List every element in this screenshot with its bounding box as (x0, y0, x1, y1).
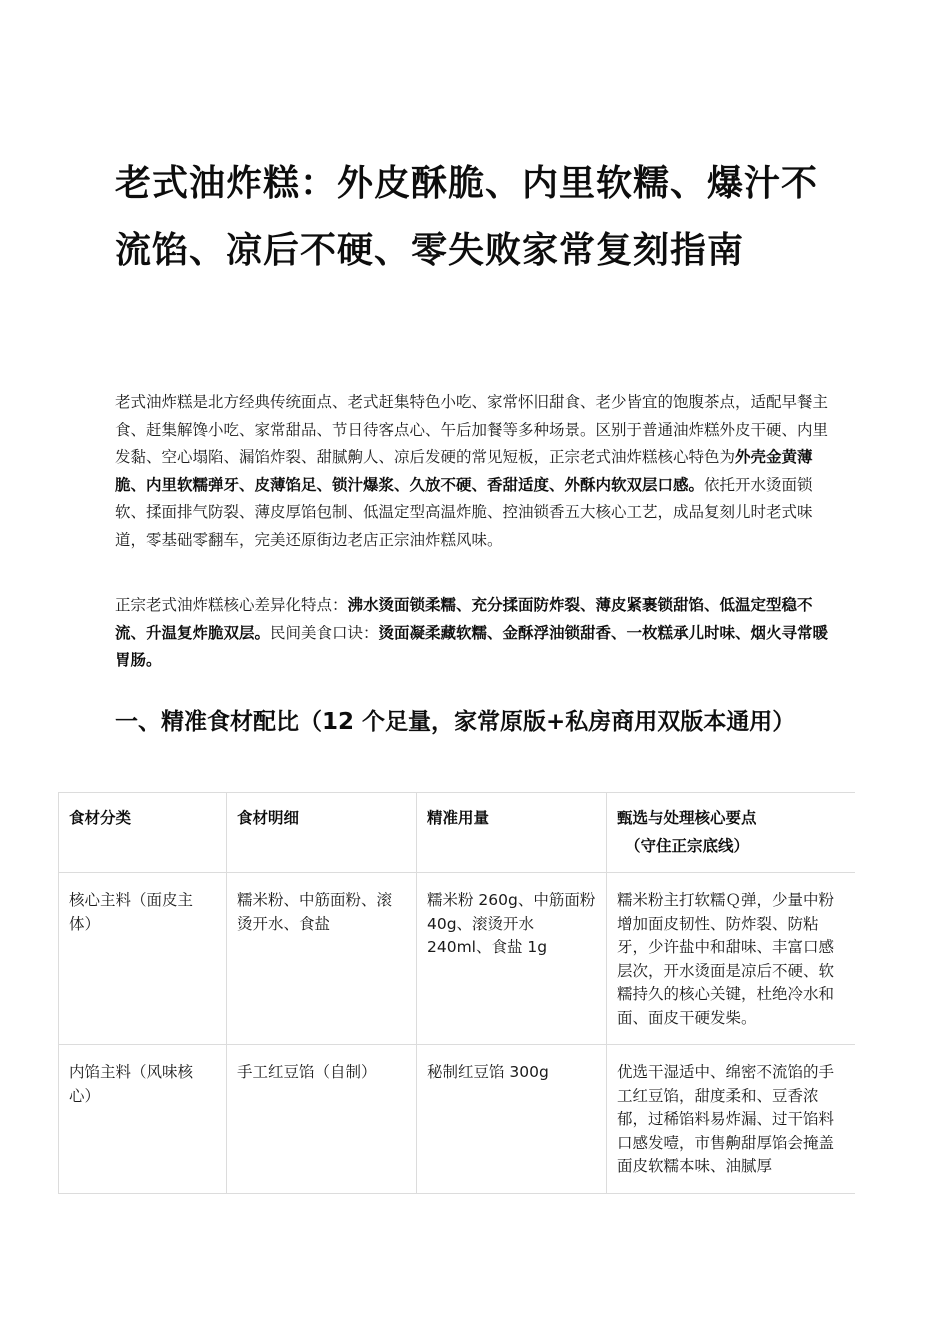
cell-amount: 秘制红豆馅 300g (417, 1045, 607, 1194)
intro-text-1: 老式油炸糕是北方经典传统面点、老式赶集特色小吃、家常怀旧甜食、老少皆宜的饱腹茶点，适配早餐主食、赶集解馋小吃、家常甜品、节日待客点心、午后加餐等多种场景。区别于普通油炸糕外皮干硬、内里发黏、空心塌陷、漏馅炸裂、甜腻齁人、凉后发硬的常见短板，正宗老式油炸糕核心特色为 (115, 393, 829, 466)
intro-bold-text: 外壳金黄薄脆、内里软糯弹牙、皮薄馅足、锁汁爆浆、久放不硬、香甜适度、外酥内软双层口感。 (115, 448, 813, 494)
ingredients-table (58, 792, 855, 1194)
features-text-2: 民间美食口诀： (270, 623, 379, 642)
cell-category: 内馅主料（风味核心） (59, 1045, 227, 1194)
features-text-1: 正宗老式油炸糕核心差异化特点： (115, 596, 348, 614)
cell-notes: 糯米粉主打软糯Ｑ弹，少量中粉增加面皮韧性、防炸裂、防粘牙，少许盐中和甜味、丰富口感层次，开水烫面是凉后不硬、软糯持久的核心关键，杜绝冷水和面、面皮干硬发柴。 (607, 873, 856, 1045)
features-bold-text-1: 沸水烫面锁柔糯、充分揉面防炸裂、薄皮紧裹锁甜馅、低温定型稳不流、升温复炸脆双层。 (115, 596, 813, 642)
cell-amount: 糯米粉 260g、中筋面粉 40g、滚烫开水 240ml、食盐 1g (417, 873, 607, 1045)
cell-category: 核心主料（面皮主体） (59, 873, 227, 1045)
header-notes-sub: （守住正宗底线） (625, 836, 750, 855)
cell-items: 手工红豆馅（自制） (227, 1045, 417, 1194)
section-heading-ingredients: 一、精准食材配比（12 个足量，家常原版+私房商用双版本通用） (115, 709, 796, 735)
header-category: 食材分类 (59, 793, 227, 873)
cell-items: 糯米粉、中筋面粉、滚烫开水、食盐 (227, 873, 417, 1045)
header-amount: 精准用量 (417, 793, 607, 873)
header-notes-label: 甄选与处理核心要点 (617, 809, 757, 827)
header-notes (607, 793, 856, 873)
cell-notes: 优选干湿适中、绵密不流馅的手工红豆馅，甜度柔和、豆香浓郁，过稀馅料易炸漏、过干馅料口感发噎，市售齁甜厚馅会掩盖面皮软糯本味、油腻厚 (607, 1045, 856, 1194)
table-row (59, 873, 856, 1045)
table-header-row (59, 793, 856, 873)
features-paragraph (115, 592, 840, 675)
header-items: 食材明细 (227, 793, 417, 873)
page-title: 老式油炸糕：外皮酥脆、内里软糯、爆汁不流馅、凉后不硬、零失败家常复刻指南 (115, 163, 819, 271)
intro-paragraph (115, 389, 840, 554)
features-bold-text-2: 烫面凝柔藏软糯、金酥浮油锁甜香、一枚糕承儿时味、烟火寻常暖胃肠。 (115, 623, 829, 669)
table-row (59, 1045, 856, 1194)
intro-text-2: 依托开水烫面锁软、揉面排气防裂、薄皮厚馅包制、低温定型高温炸脆、控油锁香五大核心工艺，成品复刻儿时老式味道，零基础零翻车，完美还原街边老店正宗油炸糕风味。 (115, 475, 813, 549)
ingredients-table-wrapper (58, 792, 855, 1200)
